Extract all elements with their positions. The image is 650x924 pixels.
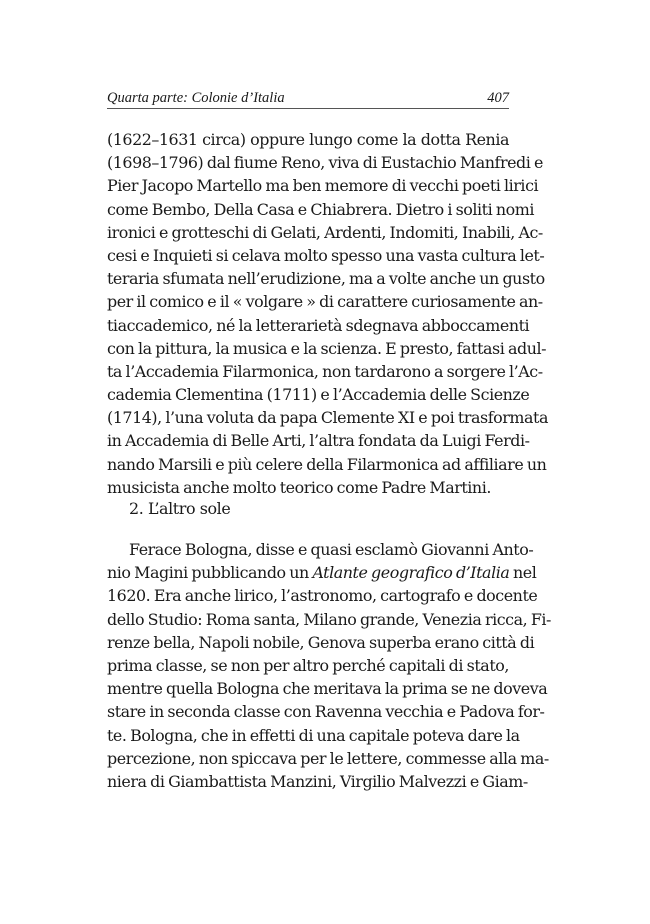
paragraph-1 <box>107 128 548 499</box>
text-segment: nel <box>509 563 537 583</box>
text-line: ironici e grotteschi di Gelati, Ardenti, Indomiti, Inabili, Ac- <box>107 222 543 242</box>
text-line: Pier Jacopo Martello ma ben memore di vecchi poeti lirici <box>107 176 539 196</box>
text-line: Ferace Bologna, disse e quasi esclamò Giovanni Anto- <box>129 540 534 559</box>
running-head <box>107 88 509 109</box>
text-line: percezione, non spiccava per le lettere, commesse alla ma- <box>107 748 549 768</box>
text-line: nando Marsili e più celere della Filarmonica ad affiliare un <box>107 454 547 474</box>
text-line: te. Bologna, che in effetti di una capitale poteva dare la <box>107 725 520 745</box>
paragraph-2 <box>107 538 551 793</box>
text-line: dello Studio: Roma santa, Milano grande, Venezia ricca, Fi- <box>107 609 551 629</box>
text-segment: nio Magini pubblicando un <box>107 563 313 583</box>
text-line: prima classe, se non per altro perché capitali di stato, <box>107 655 509 675</box>
text-line: come Bembo, Della Casa e Chiabrera. Dietro i soliti nomi <box>107 199 534 219</box>
page-number: 407 <box>487 90 509 106</box>
text-line: con la pittura, la musica e la scienza. E presto, fattasi adul- <box>107 338 547 358</box>
text-line: ta l’Accademia Filarmonica, non tardarono a sorgere l’Ac- <box>107 361 543 381</box>
text-line: (1714), l’una voluta da papa Clemente XI e poi trasformata <box>107 408 548 428</box>
text-line: (1622–1631 circa) oppure lungo come la dotta Renia <box>107 130 509 149</box>
text-line: tiaccademico, né la letterarietà sdegnava abboccamenti <box>107 315 530 335</box>
text-line: 1620. Era anche lirico, l’astronomo, cartografo e docente <box>107 586 538 606</box>
text-line: in Accademia di Belle Arti, l’altra fondata da Luigi Ferdi- <box>107 431 530 451</box>
text-line: per il comico e il « volgare » di carattere curiosamente an- <box>107 292 543 312</box>
text-line: (1698–1796) dal fiume Reno, viva di Eustachio Manfredi e <box>107 153 543 173</box>
text-line: teraria sfumata nell’erudizione, ma a volte anche un gusto <box>107 269 545 289</box>
text-line: mentre quella Bologna che meritava la prima se ne doveva <box>107 679 548 699</box>
running-head-title: Quarta parte: Colonie d’Italia <box>107 90 285 106</box>
book-title: Atlante geografico d’Italia <box>312 563 510 583</box>
text-line: niera di Giambattista Manzini, Virgilio Malvezzi e Giam- <box>107 771 528 791</box>
text-line <box>107 561 537 584</box>
text-line: stare in seconda classe con Ravenna vecchia e Padova for- <box>107 702 545 722</box>
text-line: renze bella, Napoli nobile, Genova superba erano città di <box>107 632 535 652</box>
section-heading: 2. L’altro sole <box>129 499 231 518</box>
text-line: musicista anche molto teorico come Padre Martini. <box>107 477 491 497</box>
text-line: cademia Clementina (1711) e l’Accademia delle Scienze <box>107 385 530 405</box>
text-line: cesi e Inquieti si celava molto spesso una vasta cultura let- <box>107 245 545 265</box>
